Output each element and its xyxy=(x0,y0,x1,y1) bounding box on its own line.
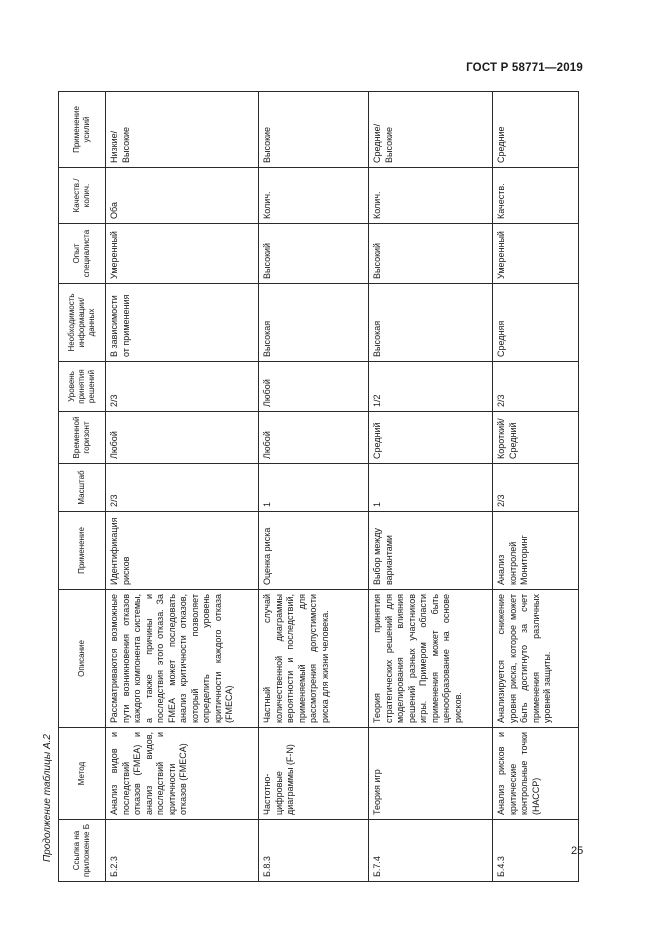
cell-ref: Б.8.3 xyxy=(259,820,369,882)
cell-decision-level: 1/2 xyxy=(369,362,493,412)
cell-data-need: Высокая xyxy=(259,284,369,362)
col-header-data-need: Необходимость информации/данных xyxy=(59,284,106,362)
cell-application: Выбор между вариантами xyxy=(369,512,493,590)
cell-scale: 2/3 xyxy=(106,464,259,512)
cell-decision-level: 2/3 xyxy=(106,362,259,412)
cell-horizon: Любой xyxy=(106,412,259,464)
cell-application: Оценка риска xyxy=(259,512,369,590)
col-header-effort: Применение усилий xyxy=(59,92,106,168)
cell-effort: Средние/Высокие xyxy=(369,92,493,168)
cell-ref: Б.4.3 xyxy=(493,820,579,882)
cell-decision-level: Любой xyxy=(259,362,369,412)
cell-expertise: Умеренный xyxy=(493,224,579,284)
cell-method: Анализ рисков и критические контрольные точки (НАССР) xyxy=(493,728,579,820)
document-header: ГОСТ Р 58771—2019 xyxy=(466,62,583,74)
cell-method: Анализ видов и последствий отказов (FMEA) и анализ видов, последствий и критичности отказов (FMECA) xyxy=(106,728,259,820)
cell-data-need: В зависимости от применения xyxy=(106,284,259,362)
cell-ref: Б.7.4 xyxy=(369,820,493,882)
cell-effort: Низкие/Высокие xyxy=(106,92,259,168)
cell-qual-quant: Оба xyxy=(106,168,259,224)
rotated-table-container xyxy=(58,92,578,882)
col-header-expertise: Опыт специалиста xyxy=(59,224,106,284)
cell-horizon: Средний xyxy=(369,412,493,464)
methods-table xyxy=(58,91,579,882)
cell-description: Рассматриваются возможные пути возникновения отказов каждого компонента системы, а также причины и последствия этого отказа. За FMEA может последовать анализ критичности отказов, который позволяет определить уровень критичности каждого отказа (FMECA) xyxy=(106,590,259,728)
cell-description: Теория принятия стратегических решений для моделирования влияния решений разных участников игры. Примером области применения может быть ценообразование на основе рисков. xyxy=(369,590,493,728)
cell-method: Теория игр xyxy=(369,728,493,820)
cell-expertise: Высокий xyxy=(369,224,493,284)
table-row xyxy=(106,92,259,882)
col-header-decision-level: Уровень принятия решений xyxy=(59,362,106,412)
col-header-horizon: Временной горизонт xyxy=(59,412,106,464)
cell-qual-quant: Качеств. xyxy=(493,168,579,224)
cell-horizon: Короткий/Средний xyxy=(493,412,579,464)
table-header-row xyxy=(59,92,106,882)
cell-scale: 1 xyxy=(369,464,493,512)
cell-method: Частотно-цифровые диаграммы (F-N) xyxy=(259,728,369,820)
cell-ref: Б.2.3 xyxy=(106,820,259,882)
table-row xyxy=(369,92,493,882)
col-header-scale: Масштаб xyxy=(59,464,106,512)
table-row xyxy=(493,92,579,882)
cell-data-need: Высокая xyxy=(369,284,493,362)
col-header-qual-quant: Качеств./колич. xyxy=(59,168,106,224)
cell-decision-level: 2/3 xyxy=(493,362,579,412)
col-header-description: Описание xyxy=(59,590,106,728)
col-header-ref: Ссылка на приложение Б xyxy=(59,820,106,882)
cell-scale: 1 xyxy=(259,464,369,512)
cell-description: Анализируется снижение уровня риска, которое может быть достигнуто за счет применения различных уровней защиты. xyxy=(493,590,579,728)
cell-application: Идентификация рисков xyxy=(106,512,259,590)
page-number: 25 xyxy=(571,845,584,857)
cell-effort: Высокие xyxy=(259,92,369,168)
cell-data-need: Средняя xyxy=(493,284,579,362)
cell-horizon: Любой xyxy=(259,412,369,464)
col-header-application: Применение xyxy=(59,512,106,590)
cell-expertise: Умеренный xyxy=(106,224,259,284)
cell-expertise: Высокий xyxy=(259,224,369,284)
cell-effort: Средние xyxy=(493,92,579,168)
table-caption: Продолжение таблицы А.2 xyxy=(42,734,53,862)
cell-qual-quant: Колич. xyxy=(259,168,369,224)
table-row xyxy=(259,92,369,882)
cell-qual-quant: Колич. xyxy=(369,168,493,224)
col-header-method: Метод xyxy=(59,728,106,820)
cell-scale: 2/3 xyxy=(493,464,579,512)
cell-application: Анализ контролей Мониторинг xyxy=(493,512,579,590)
cell-description: Частный случай количественной диаграммы вероятности и последствий, применяемый для рассмотрения допустимости риска для жизни человека. xyxy=(259,590,369,728)
